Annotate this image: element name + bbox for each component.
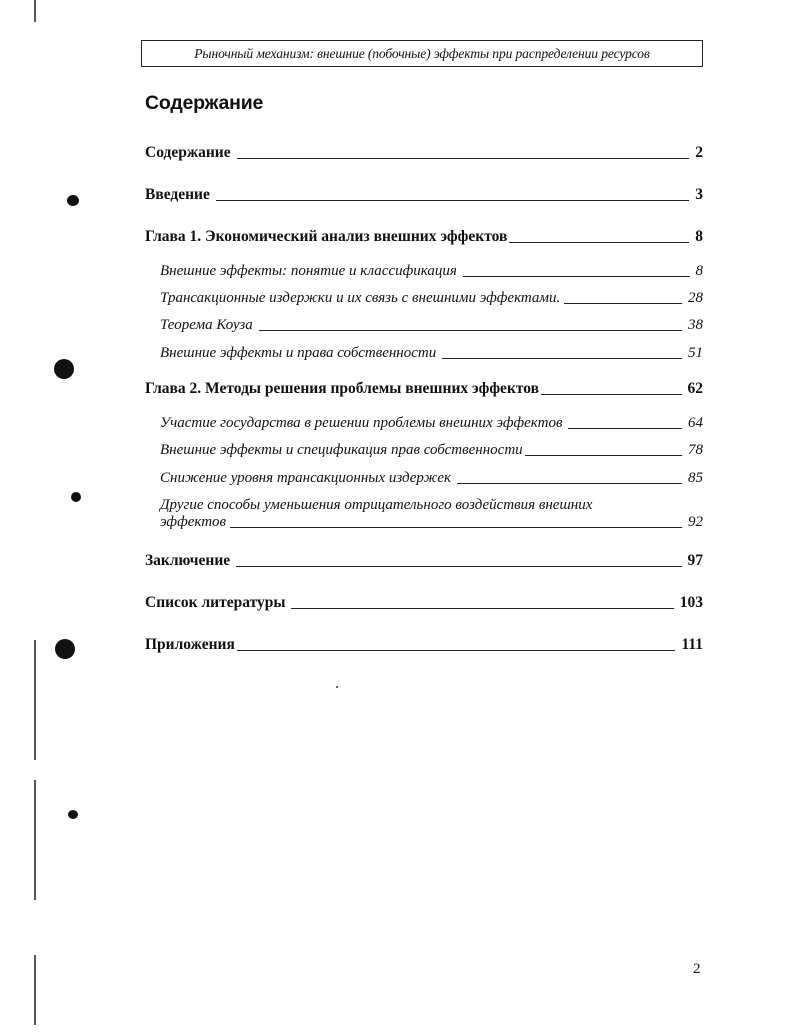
page-title: Содержание bbox=[145, 92, 264, 114]
toc-entry bbox=[145, 594, 703, 612]
toc-entry-page: 2 bbox=[695, 144, 703, 161]
toc-entry bbox=[160, 263, 703, 280]
scan-edge-mark bbox=[34, 955, 36, 1025]
toc-entry bbox=[145, 186, 703, 204]
toc-entry-page: 8 bbox=[695, 263, 703, 279]
toc-entry-label: Введение bbox=[145, 186, 210, 203]
punch-hole-1 bbox=[67, 195, 79, 206]
toc-leader bbox=[541, 394, 681, 395]
toc-entry bbox=[160, 345, 703, 362]
toc-entry-label: Снижение уровня трансакционных издержек bbox=[160, 470, 451, 486]
page-number: 2 bbox=[693, 961, 701, 977]
toc-leader bbox=[237, 650, 676, 651]
toc-leader bbox=[564, 303, 682, 304]
toc-entry-page: 103 bbox=[679, 594, 703, 611]
toc-entry bbox=[160, 415, 703, 432]
scan-edge-mark bbox=[34, 640, 36, 760]
toc-entry-page: 3 bbox=[695, 186, 703, 203]
toc-entry-label: Теорема Коуза bbox=[160, 317, 253, 333]
toc-entry-label-continued: эффектов bbox=[160, 514, 227, 530]
toc-entry-label: Глава 1. Экономический анализ внешних эффектов bbox=[145, 228, 508, 245]
running-header bbox=[141, 40, 703, 67]
toc-entry bbox=[160, 290, 703, 307]
toc-entry bbox=[145, 144, 703, 162]
toc-leader bbox=[509, 242, 689, 243]
toc-entry-page: 28 bbox=[688, 290, 703, 306]
toc-entry-page: 85 bbox=[688, 470, 703, 486]
toc-entry-label: Внешние эффекты и спецификация прав собственности bbox=[160, 442, 523, 458]
toc-entry-page: 92 bbox=[688, 514, 703, 530]
toc-entry-label: Содержание bbox=[145, 144, 231, 161]
toc-entry bbox=[145, 380, 703, 398]
toc-entry bbox=[160, 497, 703, 531]
toc-entry-page: 51 bbox=[688, 345, 703, 361]
toc-leader bbox=[457, 483, 682, 484]
toc-entry-label: Заключение bbox=[145, 552, 231, 569]
toc-entry-label: Список литературы bbox=[145, 594, 286, 611]
toc-leader bbox=[442, 358, 682, 359]
scan-edge-mark bbox=[34, 0, 36, 22]
toc-entry-label: Глава 2. Методы решения проблемы внешних эффектов bbox=[145, 380, 540, 397]
toc-entry-page: 97 bbox=[687, 552, 703, 569]
toc-entry-label: Трансакционные издержки и их связь с внешними эффектами. bbox=[160, 290, 561, 306]
toc-entry-label: Внешние эффекты и права собственности bbox=[160, 345, 437, 361]
toc-entry bbox=[145, 636, 703, 654]
punch-hole-5 bbox=[68, 810, 78, 819]
toc-entry-page: 62 bbox=[687, 380, 703, 397]
toc-entry bbox=[145, 228, 703, 246]
toc-entry bbox=[160, 317, 703, 334]
toc-entry-label: Приложения bbox=[145, 636, 235, 653]
toc-entry bbox=[145, 552, 703, 570]
toc-entry-label: Участие государства в решении проблемы внешних эффектов bbox=[160, 415, 563, 431]
toc-leader bbox=[463, 276, 690, 277]
toc-leader bbox=[236, 566, 681, 567]
toc-entry-page: 64 bbox=[688, 415, 703, 431]
toc-entry-page: 8 bbox=[695, 228, 703, 245]
toc-entry-page: 38 bbox=[688, 317, 703, 333]
toc-leader bbox=[230, 527, 682, 528]
toc-entry-page: 78 bbox=[688, 442, 703, 458]
punch-hole-2 bbox=[54, 359, 74, 379]
toc-entry bbox=[160, 442, 703, 459]
punch-hole-4 bbox=[55, 639, 75, 659]
punch-hole-3 bbox=[71, 492, 81, 502]
scan-speck bbox=[336, 686, 338, 688]
toc-leader bbox=[525, 455, 682, 456]
toc-entry-page: 111 bbox=[681, 636, 703, 653]
toc-leader bbox=[216, 200, 689, 201]
toc-leader bbox=[291, 608, 673, 609]
scan-edge-mark bbox=[34, 780, 36, 900]
toc-leader bbox=[237, 158, 690, 159]
running-header-text: Рыночный механизм: внешние (побочные) эффекты при распределении ресурсов bbox=[194, 45, 650, 61]
toc-leader bbox=[259, 330, 682, 331]
toc-entry-label: Другие способы уменьшения отрицательного воздействия внешних bbox=[160, 497, 593, 513]
toc-leader bbox=[568, 428, 682, 429]
toc-entry bbox=[160, 470, 703, 487]
toc-entry-label: Внешние эффекты: понятие и классификация bbox=[160, 263, 457, 279]
